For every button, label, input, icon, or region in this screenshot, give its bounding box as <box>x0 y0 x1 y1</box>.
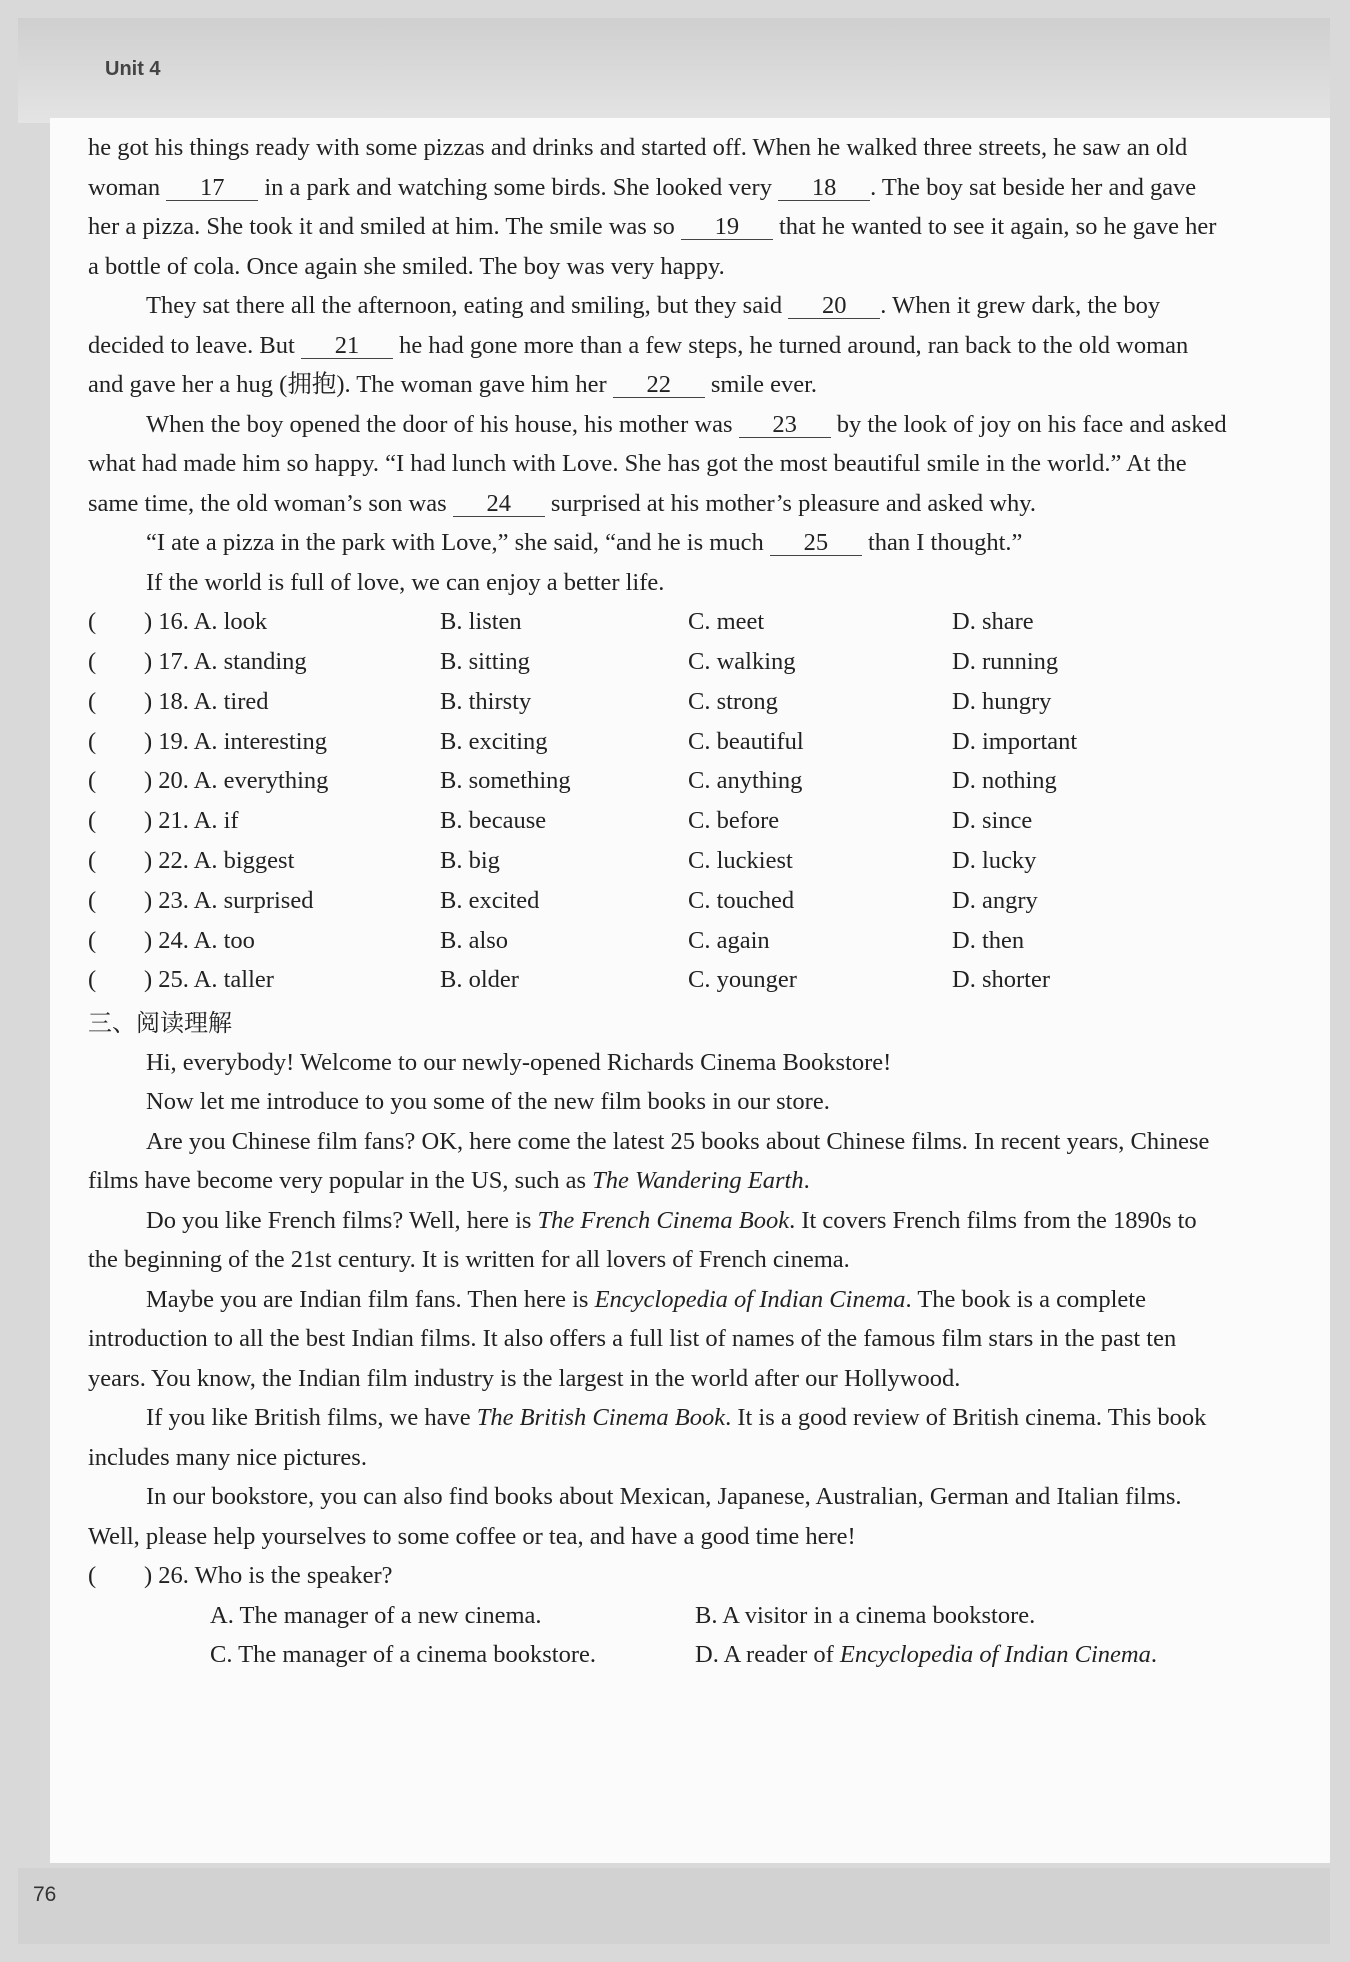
option-d[interactable]: D. share <box>952 608 1034 636</box>
text-segment: . The book is a complete introduction to all the best Indian films. It also offers a full list of names of the famous film stars in the past ten years. You know, the Indian film industry is the largest in the world after our Hollywood. <box>88 1285 1177 1392</box>
text-segment: Are you Chinese film fans? OK, here come the latest 25 books about Chinese films. In recent years, Chinese films have become very popular in the US, such as <box>88 1127 1210 1195</box>
option-c[interactable]: C. anything <box>688 767 803 795</box>
text-segment: . The boy sat beside her and gave her a pizza. She took it and smiled at him. The smile was so <box>88 173 1197 240</box>
option-c[interactable]: C. touched <box>688 886 795 914</box>
option-b[interactable]: B. something <box>440 767 571 795</box>
text-segment: “I ate a pizza in the park with Love,” she said, “and he is much <box>146 529 770 556</box>
text-segment: Maybe you are Indian film fans. Then here is <box>146 1285 595 1313</box>
option-b[interactable]: B. big <box>440 846 500 874</box>
option-d[interactable]: D. since <box>952 807 1033 835</box>
option-b[interactable]: B. older <box>440 966 519 994</box>
header-band <box>18 18 1330 123</box>
reading-paragraph-5 <box>88 1280 1228 1399</box>
text-segment: by the look of joy on his face and asked what had made him so happy. “I had lunch with Love. She has got the most beautiful smile in the world.” At the same time, the old woman’s son was <box>88 410 1227 517</box>
option-b[interactable]: B. because <box>440 807 547 835</box>
question-stem <box>88 682 440 722</box>
text-segment: When the boy opened the door of his house, his mother was <box>146 410 739 438</box>
question-stem <box>88 642 440 682</box>
blank-19[interactable]: 19 <box>681 215 773 240</box>
reading-paragraph-3 <box>88 1122 1228 1201</box>
reading-paragraph-1: Hi, everybody! Welcome to our newly-opened Richards Cinema Bookstore! <box>146 1048 892 1076</box>
answer-row-2 <box>88 1635 1228 1675</box>
blank-22[interactable]: 22 <box>613 373 705 398</box>
blank-17[interactable]: 17 <box>166 176 258 201</box>
blank-18[interactable]: 18 <box>778 176 870 201</box>
text-segment: If you like British films, we have <box>146 1404 477 1432</box>
blank-25[interactable]: 25 <box>770 531 862 556</box>
text-segment: he had gone more than a few steps, he turned around, ran back to the old woman and gave her a hug (拥抱). The woman gave him her <box>88 331 1189 398</box>
book-title: Encyclopedia of Indian Cinema <box>839 1641 1151 1669</box>
question-stem <box>88 801 440 841</box>
option-row-21 <box>88 801 1228 841</box>
film-title: The Wandering Earth <box>592 1167 804 1195</box>
option-c[interactable]: C. walking <box>688 647 796 675</box>
option-row-24 <box>88 920 1228 960</box>
footer-band <box>18 1868 1330 1944</box>
option-b[interactable]: B. A visitor in a cinema bookstore. <box>695 1601 1036 1629</box>
option-c[interactable]: C. again <box>688 926 770 954</box>
option-row-19 <box>88 721 1228 761</box>
answer-bracket[interactable]: ( <box>88 966 97 994</box>
cloze-paragraph-3 <box>88 405 1228 524</box>
cloze-paragraph-1 <box>88 128 1228 286</box>
option-a[interactable]: ) 17. A. standing <box>144 647 307 675</box>
option-row-20 <box>88 761 1228 801</box>
section-title-reading: 三、阅读理解 <box>88 1008 232 1037</box>
cloze-paragraph-2 <box>88 286 1228 405</box>
options-table <box>88 602 1228 1000</box>
option-row-23 <box>88 881 1228 921</box>
text-segment: . It covers French films from the 1890s to the beginning of the 21st century. It is written for all lovers of French cinema. <box>88 1206 1197 1274</box>
text-segment: Do you like French films? Well, here is <box>146 1206 538 1234</box>
option-b[interactable]: B. sitting <box>440 647 530 675</box>
unit-label: Unit 4 <box>105 58 161 80</box>
option-b[interactable]: B. exciting <box>440 727 548 755</box>
option-a[interactable]: ) 20. A. everything <box>144 767 329 795</box>
option-c[interactable]: C. younger <box>688 966 797 994</box>
blank-24[interactable]: 24 <box>453 492 545 517</box>
question-stem <box>88 960 440 1000</box>
text-segment: smile ever. <box>704 371 818 398</box>
reading-paragraph-7: In our bookstore, you can also find books about Mexican, Japanese, Australian, German and Italian films. Well, please help yourselves to some coffee or tea, and have a good time here! <box>88 1483 1182 1550</box>
option-c[interactable]: C. beautiful <box>688 727 804 755</box>
option-a[interactable]: ) 23. A. surprised <box>144 886 314 914</box>
option-d[interactable]: D. hungry <box>952 687 1052 715</box>
option-c[interactable]: C. luckiest <box>688 846 793 874</box>
question-26 <box>88 1556 1228 1596</box>
question-26-text: ) 26. Who is the speaker? <box>144 1562 393 1590</box>
option-d[interactable]: D. then <box>952 926 1025 954</box>
option-d[interactable]: D. lucky <box>952 846 1037 874</box>
question-stem <box>88 921 440 961</box>
answer-bracket[interactable]: ( <box>88 1562 97 1590</box>
option-d[interactable]: D. important <box>952 727 1078 755</box>
option-a[interactable]: ) 24. A. too <box>144 926 255 954</box>
option-c[interactable]: C. strong <box>688 687 778 715</box>
page-content <box>88 128 1228 1675</box>
option-d[interactable]: D. nothing <box>952 767 1057 795</box>
option-a[interactable]: ) 18. A. tired <box>144 687 269 715</box>
answer-bracket[interactable]: ( <box>88 846 97 874</box>
option-a[interactable]: ) 21. A. if <box>144 807 239 835</box>
option-b[interactable]: B. also <box>440 926 509 954</box>
answer-bracket[interactable]: ( <box>88 767 97 795</box>
answer-bracket[interactable]: ( <box>88 608 97 636</box>
option-d[interactable]: D. running <box>952 647 1059 675</box>
answer-bracket[interactable]: ( <box>88 926 97 954</box>
option-row-22 <box>88 841 1228 881</box>
option-b[interactable]: B. listen <box>440 608 522 636</box>
text-segment: in a park and watching some birds. She looked very <box>258 173 779 201</box>
page-number: 76 <box>33 1883 57 1906</box>
reading-paragraph-2: Now let me introduce to you some of the new film books in our store. <box>146 1088 830 1116</box>
book-title: The British Cinema Book <box>476 1404 726 1432</box>
answer-bracket[interactable]: ( <box>88 727 97 755</box>
reading-paragraph-4 <box>88 1201 1228 1280</box>
text-segment: D. A reader of <box>695 1641 840 1669</box>
option-c[interactable]: C. The manager of a cinema bookstore. <box>210 1641 596 1669</box>
option-b[interactable]: B. excited <box>440 886 540 914</box>
question-stem <box>88 722 440 762</box>
option-a[interactable]: ) 19. A. interesting <box>144 727 328 755</box>
option-a[interactable]: ) 25. A. taller <box>144 966 274 994</box>
question-stem <box>88 881 440 921</box>
text-segment: he got his things ready with some pizzas and drinks and started off. When he walked three streets, he saw an old woman <box>88 134 1188 201</box>
option-d[interactable]: D. shorter <box>952 966 1050 994</box>
text-segment: than I thought.” <box>861 529 1023 556</box>
book-title: The French Cinema Book <box>537 1206 790 1234</box>
text-segment: that he wanted to see it again, so he gave her a bottle of cola. Once again she smiled. The boy was very happy. <box>88 213 1217 280</box>
text-segment: . <box>1150 1641 1157 1669</box>
text-segment: surprised at his mother’s pleasure and asked why. <box>544 489 1036 517</box>
option-d[interactable] <box>695 1635 1157 1675</box>
answer-bracket[interactable]: ( <box>88 807 97 835</box>
answer-row-1 <box>88 1596 1228 1636</box>
reading-paragraph-6 <box>88 1398 1228 1477</box>
question-stem <box>88 841 440 881</box>
option-row-25 <box>88 960 1228 1000</box>
option-a[interactable]: A. The manager of a new cinema. <box>210 1601 542 1629</box>
text-segment: . <box>803 1167 810 1195</box>
blank-21[interactable]: 21 <box>301 334 393 359</box>
answer-bracket[interactable]: ( <box>88 687 97 715</box>
cloze-paragraph-5: If the world is full of love, we can enjoy a better life. <box>146 568 665 596</box>
question-stem <box>88 761 440 801</box>
cloze-paragraph-4 <box>88 523 1228 563</box>
option-d[interactable]: D. angry <box>952 886 1038 914</box>
answer-bracket[interactable]: ( <box>88 647 97 675</box>
text-segment: . When it grew dark, the boy decided to leave. But <box>88 292 1161 359</box>
option-b[interactable]: B. thirsty <box>440 687 532 715</box>
option-c[interactable]: C. meet <box>688 608 765 636</box>
option-row-17 <box>88 642 1228 682</box>
text-segment: . It is a good review of British cinema. This book includes many nice pictures. <box>88 1404 1207 1471</box>
blank-23[interactable]: 23 <box>739 413 831 438</box>
option-row-16 <box>88 602 1228 642</box>
blank-20[interactable]: 20 <box>788 294 880 319</box>
question-stem <box>88 602 440 642</box>
answer-bracket[interactable]: ( <box>88 886 97 914</box>
option-a[interactable]: ) 22. A. biggest <box>144 846 295 874</box>
book-title: Encyclopedia of Indian Cinema <box>594 1285 906 1313</box>
text-segment: They sat there all the afternoon, eating and smiling, but they said <box>146 292 789 319</box>
option-c[interactable]: C. before <box>688 807 780 835</box>
option-a[interactable]: ) 16. A. look <box>144 608 268 636</box>
option-row-18 <box>88 682 1228 722</box>
